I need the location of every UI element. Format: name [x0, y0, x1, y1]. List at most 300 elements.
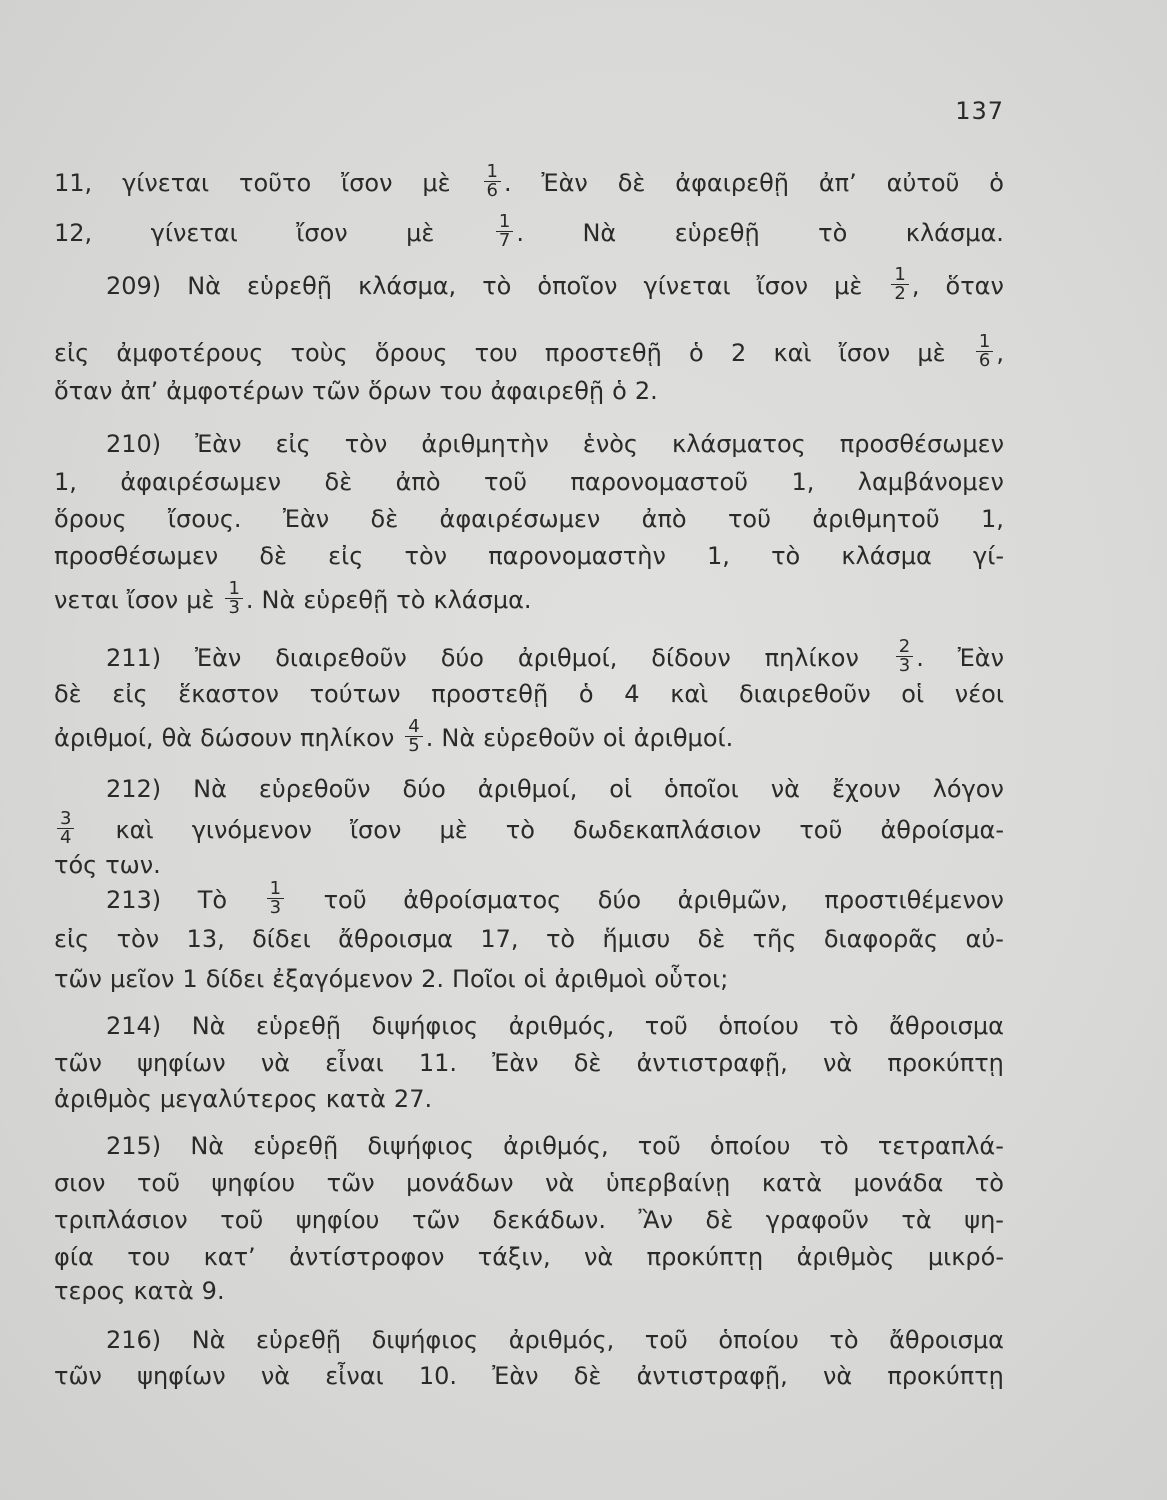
word: τὸ [482, 272, 512, 300]
word: 216) [106, 1326, 162, 1354]
fraction-denominator: 3 [228, 596, 240, 618]
fraction [57, 807, 74, 848]
word: Ἐὰν [195, 644, 242, 672]
word: γινόμενον [191, 816, 312, 844]
word: Ἐὰν [957, 644, 1004, 672]
word: διψήφιος [367, 1132, 474, 1160]
word: ἀριθμοί. [633, 724, 734, 752]
word: ψηφίων [137, 1362, 226, 1390]
word: ψη- [964, 1206, 1004, 1234]
text-line [54, 847, 1004, 883]
word: 214) [106, 1012, 162, 1040]
word: καὶ [115, 816, 154, 844]
word: Νὰ [191, 1012, 226, 1040]
text-line [54, 538, 1004, 574]
word: 1, [707, 542, 730, 570]
word: Νὰ [193, 775, 227, 803]
word: νεται [54, 586, 119, 614]
word: πηλίκον [300, 724, 395, 752]
word: ἑνὸς [582, 430, 638, 458]
word: διψήφιος [371, 1012, 479, 1040]
word: κλάσματος [672, 430, 806, 458]
fraction-numerator: 1 [496, 213, 513, 232]
word: εὑρεθοῦν [258, 775, 371, 803]
fraction-numerator: 1 [267, 880, 284, 899]
word: ἔχουν [831, 775, 901, 803]
word: ἴσον [126, 586, 179, 614]
word: μὲ [439, 816, 468, 844]
word: ἀριθμοὶ [554, 965, 647, 993]
word: ἀμφοτέρων [166, 377, 305, 405]
word: εἰς [54, 339, 90, 367]
word: ἀριθμοί, [517, 644, 618, 672]
word: νὰ [545, 1169, 575, 1197]
word: εἶναι [325, 1049, 384, 1077]
word: 12, [54, 219, 93, 247]
text-line [106, 1128, 1004, 1164]
word: διψήφιος [371, 1326, 479, 1354]
word: 1 [182, 965, 198, 993]
word: ψηφίου [295, 1206, 380, 1234]
word: ἕκαστον [178, 680, 279, 708]
word: δύο [597, 886, 642, 914]
word: τῶν [326, 1169, 375, 1197]
fraction-numerator: 3 [57, 810, 74, 829]
word: δὲ [259, 542, 288, 570]
text-line [54, 160, 1004, 201]
word: οἱ [609, 775, 633, 803]
fraction-numerator: 2 [896, 638, 913, 657]
word: διαιρεθοῦν [738, 680, 871, 708]
word: ψηφίων [137, 1049, 226, 1077]
word: τετραπλά- [877, 1132, 1004, 1160]
text-line [54, 807, 1004, 848]
word: καὶ [773, 339, 812, 367]
word: Νὰ [582, 219, 617, 247]
word: κατὰ [761, 1169, 823, 1197]
fraction-group: $\frac{1}{3}$ . [222, 582, 253, 620]
word: τὸ [396, 586, 426, 614]
fraction [976, 330, 993, 371]
word: εὑρεθῇ [256, 1326, 342, 1354]
word: 1, [54, 468, 77, 496]
word: δώσουν [200, 724, 293, 752]
word: δὲ [573, 1049, 602, 1077]
word: οὗτοι; [654, 965, 729, 993]
word: εὑρεθῇ [253, 1132, 339, 1160]
word: εἰς [112, 680, 148, 708]
word: μονάδα [853, 1169, 944, 1197]
word: κλάσμα [841, 542, 932, 570]
word: ἀριθμός, [503, 1132, 609, 1160]
text-line [54, 715, 1004, 756]
word: τοῦ [644, 1326, 688, 1354]
word: εἶναι [325, 1362, 384, 1390]
word: Ἐὰν [541, 169, 588, 197]
word: 11. [418, 1049, 458, 1077]
text-line [106, 263, 1004, 304]
word: ὑπερβαίνῃ [605, 1169, 731, 1197]
word: κλάσμα, [358, 272, 457, 300]
fraction [891, 263, 908, 304]
word: κατὰ [133, 1277, 194, 1305]
word: σιον [54, 1169, 106, 1197]
word: ἀριθμητοῦ [812, 505, 940, 533]
word: τοῦ [220, 1206, 264, 1234]
text-line [54, 1239, 1004, 1275]
word: εὑρεθῇ [247, 272, 333, 300]
text-line [54, 210, 1004, 251]
word: 215) [106, 1132, 162, 1160]
word: εἰς [328, 542, 364, 570]
text-line [54, 1273, 1004, 1309]
word: δὲ [54, 680, 82, 708]
word: τοῦ [799, 816, 843, 844]
word: δὲ [617, 169, 646, 197]
word: κλάσμα. [433, 586, 532, 614]
word: Ἂν [638, 1206, 673, 1234]
word: ὁποίου [718, 1326, 799, 1354]
word: Νὰ [441, 724, 476, 752]
word: ἄθροισμα [338, 925, 453, 953]
word: Ἐὰν [282, 505, 330, 533]
fraction-numerator: 1 [225, 580, 242, 599]
text-line [54, 921, 1004, 957]
word: διαφορᾶς [823, 925, 939, 953]
word: ἀθροίσματος [403, 886, 562, 914]
word: ἀφαιρέσωμεν [120, 468, 282, 496]
word: Νὰ [261, 586, 296, 614]
word: δύο [402, 775, 446, 803]
word: ἥμισυ [602, 925, 671, 953]
word: τῶν [54, 1362, 102, 1390]
word: ὁποίου [718, 1012, 799, 1040]
word: μονάδων [406, 1169, 514, 1197]
word: ἀφαιρεθῇ [675, 169, 789, 197]
word: παρονομαστὴν [488, 542, 666, 570]
word: τῶν [54, 965, 102, 993]
word: οἱ [901, 680, 925, 708]
word: οἱ [602, 724, 626, 752]
text-line [54, 676, 1004, 712]
fraction-denominator: 6 [978, 349, 991, 371]
word: ὁποίου [709, 1132, 791, 1160]
word: Ἐὰν [492, 1049, 539, 1077]
word: δωδεκαπλάσιον [572, 816, 762, 844]
fraction-denominator: 4 [60, 826, 72, 848]
word: ἀριθμός, [508, 1012, 615, 1040]
word: ἀμφοτέρους [116, 339, 264, 367]
word: δεκάδων. [492, 1206, 606, 1234]
word: ἀντιστραφῇ, [636, 1049, 788, 1077]
word: του [439, 377, 483, 405]
word: τὸ [819, 1132, 849, 1160]
word: του [474, 339, 518, 367]
word: νέοι [954, 680, 1004, 708]
word: καὶ [670, 680, 709, 708]
text-line [54, 1358, 1004, 1394]
text-line [106, 1008, 1004, 1044]
word: μὲ [186, 586, 215, 614]
word: ὅρων [367, 377, 432, 405]
text-line [106, 426, 1004, 462]
word: Ποῖοι [452, 965, 516, 993]
word: τὸ [829, 1012, 859, 1040]
word: 209) [106, 272, 162, 300]
word: τερος [54, 1277, 126, 1305]
word: ἀριθμοί, [54, 724, 154, 752]
word: αὐτοῦ [886, 169, 960, 197]
word: τάξιν, [477, 1243, 551, 1271]
word: προκύπτῃ [887, 1362, 1004, 1390]
word: τῶν [312, 377, 360, 405]
word: ἴσον [756, 272, 809, 300]
word: Τὸ [197, 886, 228, 914]
word: θὰ [161, 724, 193, 752]
word: νὰ [822, 1049, 853, 1077]
fraction-group: $\frac{1}{6}$ . [481, 165, 512, 203]
word: δίδουν [651, 644, 731, 672]
word: τὸν [404, 542, 448, 570]
word: μὲ [422, 169, 451, 197]
word: 13, [186, 925, 225, 953]
word: τός [54, 851, 98, 879]
word: ὁ [689, 339, 704, 367]
fraction-denominator: 3 [898, 654, 911, 676]
word: 27. [393, 1085, 433, 1113]
word: μεῖον [109, 965, 175, 993]
fraction [225, 577, 242, 618]
word: τριπλάσιον [54, 1206, 188, 1234]
fraction-denominator: 2 [894, 282, 906, 304]
word: ἴσον [296, 219, 348, 247]
word: παρονομαστοῦ [570, 468, 749, 496]
word: ἀριθμοί, [477, 775, 578, 803]
word: τὸ [829, 1326, 859, 1354]
word: προστεθῇ [431, 680, 549, 708]
word: τοῦ [644, 1012, 688, 1040]
text-line [54, 961, 1004, 997]
word: 10. [418, 1362, 458, 1390]
word: ἀθροίσμα- [880, 816, 1004, 844]
word: 2. [634, 377, 658, 405]
word: νὰ [822, 1362, 853, 1390]
word: ὁ [578, 680, 594, 708]
word: νὰ [584, 1243, 614, 1271]
word: ὅρους [374, 339, 448, 367]
word: τὸ [505, 816, 535, 844]
word: λόγον [932, 775, 1004, 803]
word: Νὰ [187, 272, 221, 300]
word: εἰς [275, 430, 311, 458]
word: ἀπὸ [641, 505, 687, 533]
text-line [54, 373, 1004, 409]
word: ἄθροισμα [889, 1012, 1004, 1040]
word: γίνεται [643, 272, 731, 300]
fraction [484, 160, 501, 201]
word: ὁποῖον [537, 272, 618, 300]
word: ὅταν [945, 272, 1004, 300]
word: νὰ [260, 1049, 291, 1077]
word: ὁποῖοι [664, 775, 739, 803]
word: ἀριθμός, [508, 1326, 615, 1354]
word: φία [54, 1243, 94, 1271]
word: τῶν [412, 1206, 460, 1234]
word: ἀντιστραφῇ, [636, 1362, 788, 1390]
word: εὑρεθῇ [674, 219, 760, 247]
word: 211) [106, 644, 162, 672]
word: μικρό- [927, 1243, 1004, 1271]
word: ὁ [612, 377, 627, 405]
fraction-denominator: 7 [498, 229, 511, 251]
text-line [54, 464, 1004, 500]
word: τοῦ [483, 468, 527, 496]
word: 9. [201, 1277, 225, 1305]
word: 212) [106, 775, 162, 803]
word: ἴσους. [167, 505, 242, 533]
word: μὲ [834, 272, 863, 300]
fraction-group: $\frac{1}{6}$ , [973, 335, 1004, 373]
word: ὁ [989, 169, 1004, 197]
word: ἴσον [349, 816, 402, 844]
word: μὲ [917, 339, 946, 367]
text-line [54, 330, 1004, 371]
word: γίνεται [150, 219, 238, 247]
word: ἴσον [341, 169, 393, 197]
word: ἴσον [838, 339, 891, 367]
word: διαιρεθοῦν [275, 644, 407, 672]
fraction-group: $\frac{2}{3}$ . [893, 640, 924, 678]
fraction [896, 635, 913, 676]
word: 2. [421, 965, 444, 993]
word: νὰ [770, 775, 800, 803]
word: λαμβάνομεν [857, 468, 1004, 496]
word: εἰς [54, 925, 90, 953]
word: ἀντίστροφον [289, 1243, 445, 1271]
text-line [106, 635, 1004, 676]
fraction-group [54, 807, 77, 850]
word: τὸν [116, 925, 160, 953]
word: δὲ [324, 468, 353, 496]
text-line [106, 877, 1004, 918]
word: τοῦ [136, 1169, 180, 1197]
word: κλάσμα. [905, 219, 1004, 247]
word: 1, [981, 505, 1004, 533]
word: δὲ [697, 925, 726, 953]
word: τοῦ [727, 505, 771, 533]
word: τοὺς [290, 339, 348, 367]
word: τούτων [309, 680, 401, 708]
word: ἀπ’ [818, 169, 857, 197]
word: γραφοῦν [765, 1206, 869, 1234]
word: τὸ [545, 925, 576, 953]
word: νὰ [260, 1362, 291, 1390]
word: τὸ [818, 219, 848, 247]
word: προστιθέμενον [824, 886, 1004, 914]
word: 210) [106, 430, 162, 458]
word: ἀφαιρέσωμεν [439, 505, 601, 533]
page-number: 137 [955, 97, 1004, 125]
word: ἀφαιρεθῇ [490, 377, 605, 405]
fraction-group: $\frac{4}{5}$ . [402, 720, 433, 758]
word: τοῦ [637, 1132, 681, 1160]
fraction-denominator: 3 [269, 896, 282, 918]
word: ἄθροισμα [889, 1326, 1004, 1354]
word: εὑρεθοῦν [483, 724, 595, 752]
word: τὸ [771, 542, 801, 570]
word: 11, [54, 169, 93, 197]
word: οἱ [523, 965, 547, 993]
fraction [496, 210, 513, 251]
word: κατ’ [203, 1243, 256, 1271]
word: του [127, 1243, 171, 1271]
word: ἐξαγόμενον [272, 965, 414, 993]
word: ἀριθμητὴν [421, 430, 549, 458]
fraction-denominator: 6 [486, 179, 498, 201]
word: ἀπὸ [395, 468, 441, 496]
word: 213) [106, 886, 162, 914]
word: δίδει [205, 965, 265, 993]
word: εὑρεθῇ [256, 1012, 342, 1040]
word: τὸ [974, 1169, 1004, 1197]
word: τοῦ [323, 886, 367, 914]
word: προκύπτῃ [646, 1243, 764, 1271]
word: ψηφίου [211, 1169, 296, 1197]
text-line [54, 1202, 1004, 1238]
word: 1, [791, 468, 815, 496]
word: κατὰ [325, 1085, 386, 1113]
word: προκύπτῃ [887, 1049, 1004, 1077]
fraction-numerator: 1 [484, 163, 501, 182]
word: πηλίκον [764, 644, 859, 672]
word: γίνεται [122, 169, 210, 197]
word: τῶν [54, 1049, 102, 1077]
word: εὑρεθῇ [303, 586, 389, 614]
word: προστεθῇ [544, 339, 662, 367]
word: ἀπ’ [120, 377, 159, 405]
word: δὲ [370, 505, 399, 533]
text-line [54, 1165, 1004, 1201]
fraction [405, 715, 422, 756]
word: 17, [480, 925, 519, 953]
text-line [54, 1081, 1004, 1117]
word: ὅταν [54, 377, 113, 405]
word: ὅρους [54, 505, 127, 533]
word: δὲ [705, 1206, 734, 1234]
fraction-denominator: 5 [408, 734, 420, 756]
word: Ἐὰν [492, 1362, 539, 1390]
word: γί- [973, 542, 1004, 570]
word: δὲ [573, 1362, 602, 1390]
word: προσθέσωμεν [54, 542, 219, 570]
word: τῆς [752, 925, 797, 953]
word: μεγαλύτερος [159, 1085, 318, 1113]
text-line [54, 577, 1004, 618]
word: προσθέσωμεν [839, 430, 1004, 458]
word: τοῦτο [239, 169, 312, 197]
word: ἀριθμὸς [54, 1085, 152, 1113]
word: Νὰ [190, 1132, 225, 1160]
text-line [106, 1322, 1004, 1358]
word: 4 [624, 680, 640, 708]
word: ἀριθμῶν, [677, 886, 788, 914]
word: τὸν [344, 430, 388, 458]
fraction-numerator: 1 [976, 333, 993, 352]
fraction [267, 877, 284, 918]
text-line [106, 771, 1004, 807]
word: Νὰ [191, 1326, 226, 1354]
text-line [54, 501, 1004, 537]
